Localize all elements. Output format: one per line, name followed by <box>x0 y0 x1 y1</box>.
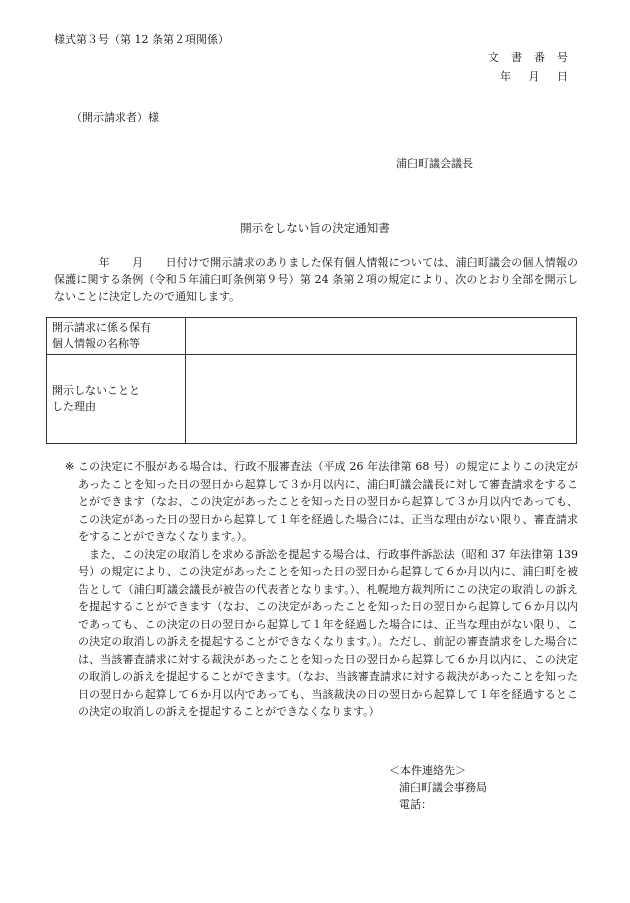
contact-office: 浦臼町議会事務局 <box>399 781 487 794</box>
addressee: （開示請求者）様 <box>71 111 159 124</box>
requested-info-label-cell <box>47 318 186 355</box>
info-table <box>46 317 577 444</box>
reason-label-cell <box>47 355 186 444</box>
sender-name: 浦臼町議会議長 <box>396 157 473 170</box>
document-title: 開示をしない旨の決定通知書 <box>240 221 390 235</box>
body-paragraph <box>54 254 578 305</box>
contact-block <box>389 762 487 813</box>
contact-phone: 電話： <box>399 798 432 811</box>
requested-info-label-line1: 開示請求に係る保有 <box>52 321 151 334</box>
requested-info-label-line2: 個人情報の名称等 <box>52 337 140 350</box>
requested-info-value-cell <box>186 318 577 355</box>
document-meta <box>488 48 580 86</box>
table-row <box>47 318 577 355</box>
note-mark: ※ <box>65 460 75 473</box>
form-number-label: 様式第３号（第 12 条第２項関係） <box>54 33 229 46</box>
document-date-label: 年 月 日 <box>500 70 568 83</box>
reason-label-line1: 開示しないことと <box>52 384 140 397</box>
note-paragraph-1: この決定に不服がある場合は、行政不服審査法（平成 26 年法律第 68 号）の規定によりこの決定があったことを知った日の翌日から起算して３か月以内に、浦臼町議会議長に対して審査請求をすることができます（なお、この決定があったことを知った日の翌日から起算して３か月以内であっても、この決定があった日の翌日から起算して１年を経過した場合には、正当な理由がない限り、審査請求をすることができなくなります。）。 <box>78 460 578 543</box>
document-number-label: 文書番号 <box>488 51 580 64</box>
body-indent <box>54 256 99 269</box>
contact-heading: ＜本件連絡先＞ <box>389 764 466 777</box>
table-row <box>47 355 577 444</box>
note-paragraph-2: また、この決定の取消しを求める訴訟を提起する場合は、行政事件訴訟法（昭和 37 年法律第 139 号）の規定により、この決定があったことを知った日の翌日から起算して６か月以内に、浦臼町を被告として（浦臼町議会議長が被告の代表者となります。）、札幌地方裁判所にこの決定の取消しの訴えを提起することができます（なお、この決定があったことを知った日の翌日から起算して６か月以内であっても、この決定の日の翌日から起算して１年を経過した場合には、正当な理由がない限り、この決定の取消しの訴えを提起することができなくなります。）。ただし、前記の審査請求をした場合には、当該審査請求に対する裁決があったことを知った日の翌日から起算して６か月以内に、この決定の取消しの訴えを提起することができます。（なお、当該審査請求に対する裁決があったことを知った日の翌日から起算して６か月以内であっても、当該裁決の日の翌日から起算して１年を経過するとこの決定の取消しの訴えを提起することができなくなります。） <box>78 547 578 718</box>
notes-section <box>66 458 578 721</box>
reason-value-cell <box>186 355 577 444</box>
reason-label-line2: した理由 <box>52 400 96 413</box>
body-text: 年 月 日付けで開示請求のありました保有個人情報については、浦臼町議会の個人情報の保護に関する条例（令和５年浦臼町条例第９号）第 24 条第２項の規定により、次のとおり全部を開示しないことに決定したので通知します。 <box>54 256 579 303</box>
